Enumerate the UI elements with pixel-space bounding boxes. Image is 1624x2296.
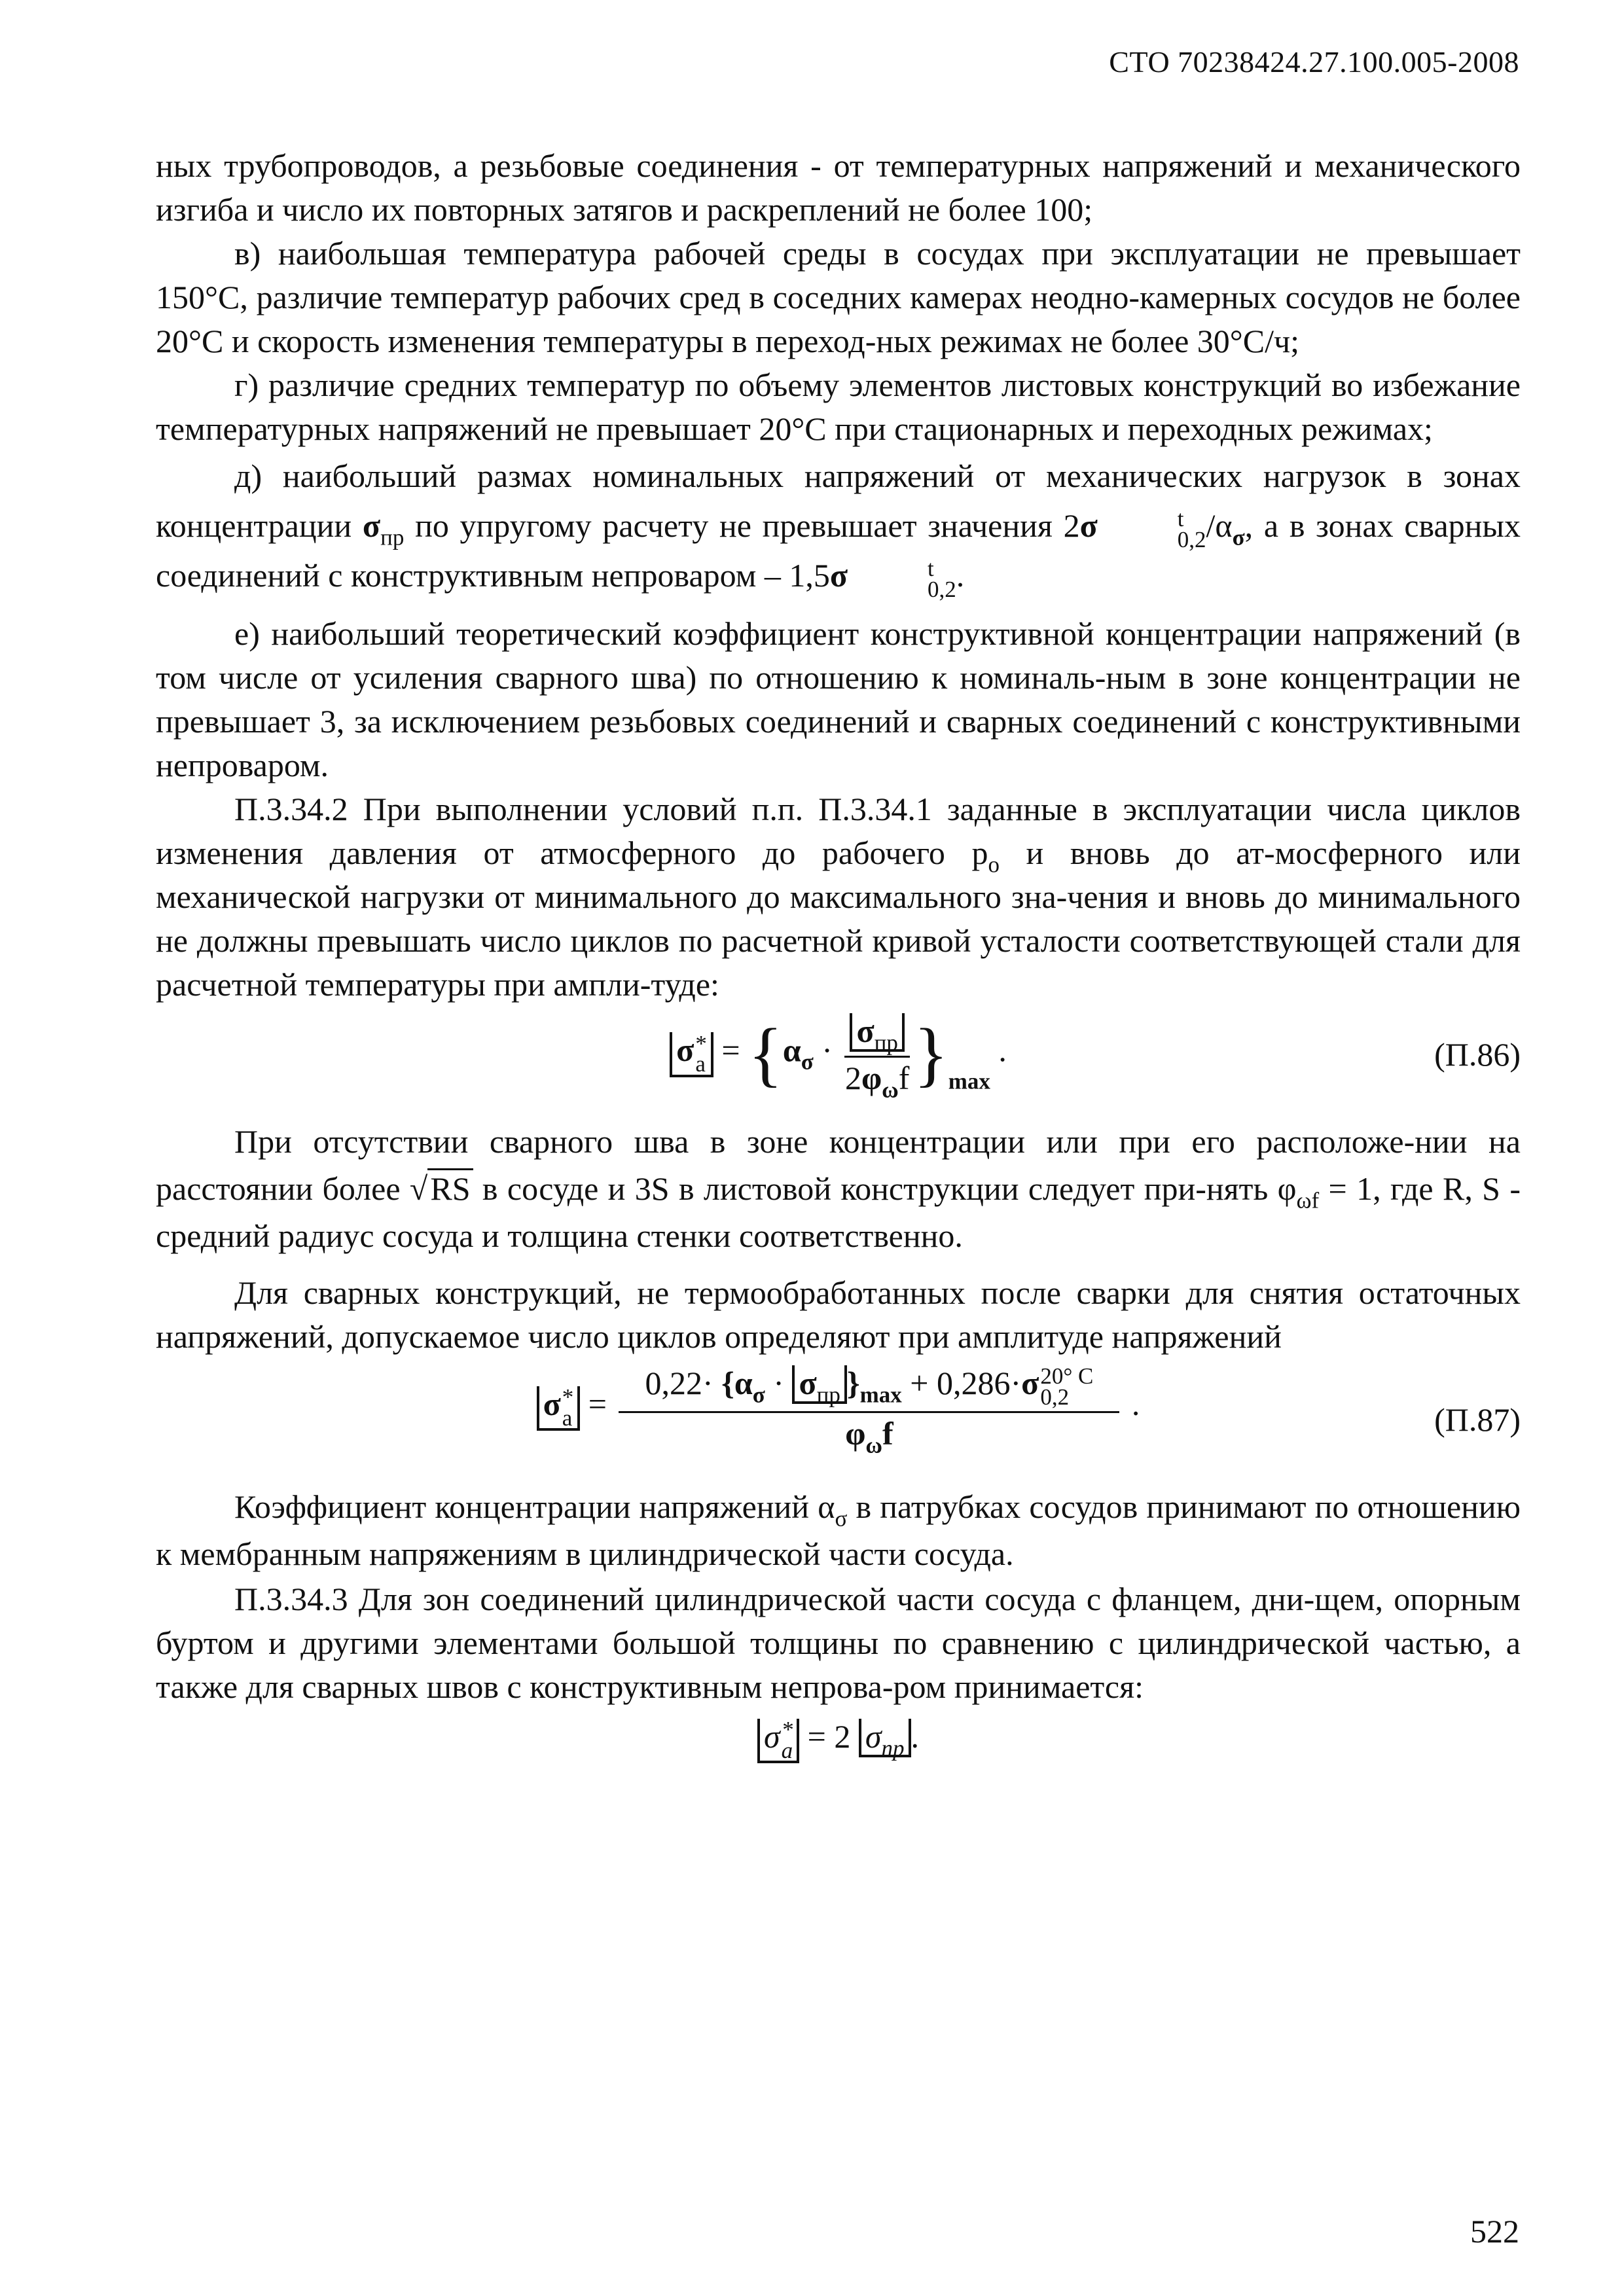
no-weld-text-1: При отсутствии сварного шва в зоне концентрации или при его расположе-нии на расстоянии более (156, 1123, 1521, 1207)
sigma-pr-final: $\sigma_{пр}$ (859, 1719, 911, 1757)
sigma-a-star-p87: σ * а (537, 1386, 581, 1431)
paragraph-item-d (156, 451, 1521, 600)
document-code-header: СТО 70238424.27.100.005-2008 (1109, 45, 1519, 79)
equation-period: . (998, 1031, 1007, 1069)
paragraph-welded-structures: Для сварных конструкций, не термообработанных после сварки для снятия остаточных напряжений, допускаемое число циклов определяют при амплитуде напряжений (156, 1274, 1521, 1355)
concentration-text-2: в патрубках сосудов принимают по отношению к мембранным напряжениям в цилиндрической части сосуда. (156, 1488, 1521, 1572)
no-weld-text-3: = 1, где R, S - средний радиус сосуда и толщина стенки соответственно. (156, 1170, 1521, 1254)
equation-p87 (156, 1359, 1521, 1483)
p0-subscript: о (988, 852, 1000, 878)
item-d-text-2: по упругому расчету не превышает значения (415, 507, 1053, 544)
equals-sign-p87: = (588, 1385, 607, 1422)
sqrt-rs: √RS (410, 1168, 473, 1207)
equals-sign: = (721, 1031, 740, 1069)
alpha-symbol: α (782, 1031, 801, 1069)
equation-period-p87: . (1131, 1385, 1140, 1422)
left-brace-icon: { (748, 1014, 783, 1094)
sigma-a-star-final: σ * а (757, 1719, 799, 1763)
limit-expression-1: 2σ t 0,2 $/\alpha_\sigma$ (1063, 506, 1245, 552)
item-d-end: . (956, 557, 965, 594)
sigma-pr-bar: $\sigma_{пр}$ (850, 1013, 904, 1052)
p3342-text-1: П.3.34.2 При выполнении условий п.п. П.3.34.1 заданные в эксплуатации числа циклов изменения давления от атмосферного до рабочего р (156, 791, 1521, 871)
alpha-sub-sigma: σ (801, 1049, 814, 1075)
paragraph-no-weld (156, 1118, 1521, 1259)
alpha-sigma-symbol: $\alpha_\sigma$ (818, 1488, 848, 1532)
equals-two: = 2 (807, 1718, 851, 1755)
paragraph-concentration-coef (156, 1483, 1521, 1577)
item-d-text-1: д) наибольший размах номинальных напряжений от механических нагрузок в зонах концентрации (156, 457, 1521, 544)
equation-number-p87: (П.87) (1434, 1401, 1521, 1438)
page-number: 522 (1470, 2213, 1519, 2250)
equation-number-p86: (П.86) (1434, 1036, 1521, 1073)
right-brace-icon: } (913, 1014, 948, 1094)
page-body (156, 144, 1521, 1787)
p3342-text-2: и вновь до ат-мосферного или механической нагрузки от минимального до максимального зна-чения и вновь до минимального не должны превышать число циклов по расчетной кривой усталости соответствующей стали для расчетной температуры при ампли-туде: (156, 834, 1521, 1003)
paragraph-item-e: е) наибольший теоретический коэффициент конструктивной концентрации напряжений (в том числе от усиления сварного шва) по отношению к номиналь-ным в зоне концентрации не превышает 3, за исключением резьбовых соединений и сварных соединений с конструктивными непроваром. (156, 615, 1521, 783)
equation-p86 (156, 1007, 1521, 1118)
max-subscript: max (948, 1068, 990, 1094)
fraction-sigma-pr-over-phi: $\frac{\sigma_{пр}}{2\varphi_\omega f}$ (844, 1013, 910, 1103)
phi-omega-f-symbol: $\varphi_{\omega f}$ (1277, 1170, 1320, 1213)
paragraph-p3343: П.3.34.3 Для зон соединений цилиндрической части сосуда с фланцем, дни-щем, опорным буртом и другими элементами большой толщины по сравнению с цилиндрической частью, а также для сварных швов с конструктивным непрова-ром принимается: (156, 1581, 1521, 1705)
equation-final-body: σ * а = 2 $\sigma_{пр}$ . (156, 1719, 1521, 1763)
sigma-t-symbol: σ (829, 557, 848, 594)
paragraph-item-g: г) различие средних температур по объему элементов листовых конструкций во избежание температурных напряжений не превышает 20°С при стационарных и переходных режимах; (156, 367, 1521, 447)
equation-final (156, 1709, 1521, 1787)
concentration-text-1: Коэффициент концентрации напряжений (234, 1488, 810, 1525)
sigma-pr-symbol: $\sigma_{пр}$ (362, 507, 405, 550)
paragraph-item-v: в) наибольшая температура рабочей среды в сосудах при эксплуатации не превышает 150°С, различие температур рабочих сред в соседних камерах неодно-камерных сосудов не более 20°С и скорость изменения температуры в переход-ных режимах не более 30°С/ч; (156, 235, 1521, 359)
fraction-p87: $0,22\cdot \{\alpha_\sigma \cdot \sigma_{пр}$ }$_{max} + 0,286\cdot\sigma$ 20° С 0,2 $\varphi_\omega f$ (619, 1365, 1119, 1450)
multiply-dot: · (821, 1031, 833, 1069)
paragraph-pipeline-conditions: ных трубопроводов, а резьбовые соединения - от температурных напряжений и механического изгиба и число их повторных затягов и раскреплений не более 100; (156, 147, 1521, 228)
sigma-a-star: σ * а (670, 1032, 713, 1077)
paragraph-p3342 (156, 787, 1521, 1007)
sigma-t-indices: t 0,2 (928, 556, 956, 602)
item-d-text-3: , а в зонах сварных соединений с конструктивным непроваром – 1,5 (156, 507, 1521, 594)
equation-p86-body (156, 1013, 1521, 1103)
equation-p87-body (156, 1363, 1521, 1458)
no-weld-text-2: в сосуде и 3S в листовой конструкции следует при-нять (473, 1170, 1269, 1207)
